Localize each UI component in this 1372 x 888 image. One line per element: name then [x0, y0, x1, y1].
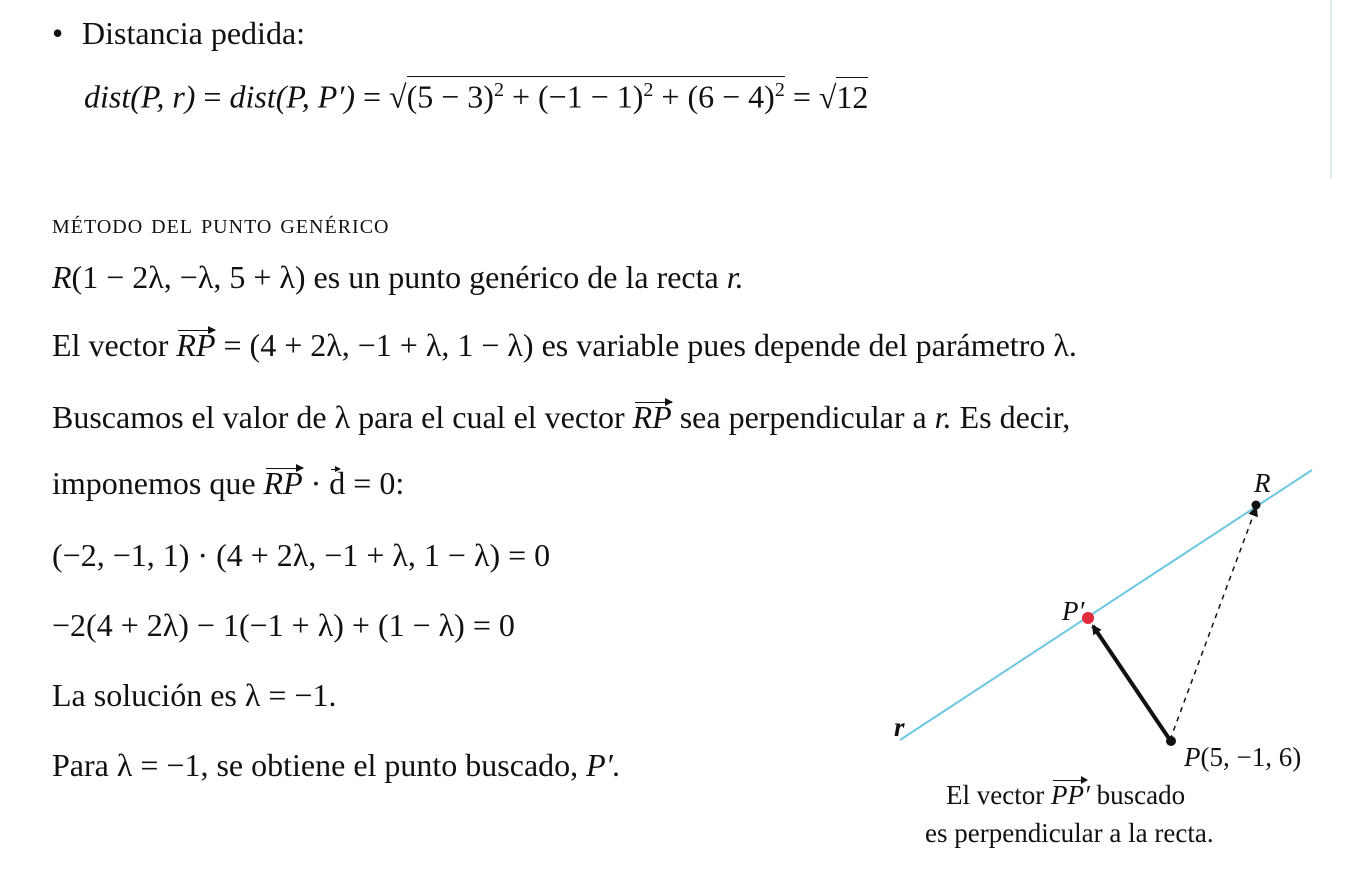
eq-dist-2: dist [229, 78, 276, 115]
bullet-distancia [52, 16, 305, 51]
caption-text-b: buscado [1089, 780, 1186, 810]
caption-vector-PPprime: PP′ [1050, 780, 1090, 810]
l4-vector-d: d [329, 465, 346, 501]
point-P [1166, 736, 1176, 746]
eq-dist-2-args: (P, P′) [275, 78, 355, 115]
text-line-6: −2(4 + 2λ) − 1(−1 + λ) + (1 − λ) = 0 [52, 607, 515, 643]
l3-vector-RP: RP [632, 399, 672, 435]
line-r [900, 470, 1312, 740]
label-r: r [894, 712, 905, 742]
text-line-7 [52, 678, 336, 713]
bullet-marker: • [52, 15, 64, 51]
right-margin-rule [1330, 0, 1332, 178]
text-line-5: (−2, −1, 1) · (4 + 2λ, −1 + λ, 1 − λ) = 0 [52, 537, 551, 573]
sqrt-term-1: (5 − 3) [406, 78, 494, 115]
l8-Pprime: P′. [586, 747, 621, 783]
l2-text-b: = (4 + 2λ, −1 + λ, 1 − λ) es variable pues depende del parámetro λ. [215, 327, 1077, 363]
l1-text: es un punto genérico de la recta [305, 259, 727, 295]
vector-PR-dashed [1170, 508, 1256, 740]
text-line-3 [52, 400, 1070, 435]
point-R [1252, 501, 1261, 510]
sqrt-term-2: (−1 − 1) [538, 78, 644, 115]
sqrt-result: √12 [818, 78, 869, 115]
l1-r: r. [726, 259, 744, 295]
bullet-label: Distancia pedida: [82, 15, 306, 51]
label-P-letter: P [1184, 742, 1201, 772]
exp-3: 2 [774, 79, 785, 101]
l1-R: R [52, 259, 72, 295]
exp-2: 2 [643, 79, 654, 101]
l3-r: r. [934, 399, 952, 435]
sqrt-result-value: 12 [836, 78, 869, 115]
caption-line-1 [946, 780, 1185, 811]
exp-1: 2 [493, 79, 504, 101]
distance-equation [84, 76, 868, 115]
l7-text-a: La solución es [52, 677, 245, 713]
text-line-2 [52, 328, 1077, 363]
perpendicular-figure [880, 450, 1350, 870]
l4-vector-RP: RP [263, 465, 303, 501]
caption-line-2: es perpendicular a la recta. [925, 818, 1214, 848]
eq-dist-1-args: (P, r) [130, 78, 196, 115]
eq-equals-1: = [195, 78, 230, 115]
eq-equals-2: = [354, 78, 390, 115]
l4-text-c: = 0: [345, 465, 405, 501]
l8-text-a: Para λ = −1, se obtiene el punto buscado, [52, 747, 587, 783]
label-P-coords: (5, −1, 6) [1200, 742, 1302, 772]
vector-PPprime [1093, 626, 1170, 740]
label-P [1184, 742, 1301, 773]
text-line-8 [52, 748, 621, 783]
l2-vector-RP: RP [176, 327, 216, 363]
section-heading: método del punto genérico [52, 209, 390, 240]
l2-text-a: El vector [52, 327, 177, 363]
l3-text-b: sea perpendicular a [671, 399, 935, 435]
label-Pprime: P′ [1062, 596, 1085, 626]
eq-equals-3: = [784, 78, 819, 115]
text-line-4 [52, 466, 404, 501]
caption-text-a: El vector [946, 780, 1051, 810]
label-R: R [1254, 468, 1271, 498]
l1-coords: (1 − 2λ, −λ, 5 + λ) [71, 259, 306, 295]
l7-text-b: λ = −1. [244, 677, 337, 713]
l4-text-a: imponemos que [52, 465, 264, 501]
eq-dist-1: dist [84, 78, 131, 115]
l4-dot: · [302, 465, 330, 501]
l3-text-a: Buscamos el valor de λ para el cual el vector [52, 399, 633, 435]
sqrt-expression: $√(5 - 3)^2 + (-1 - 1)^2 + (6 - 4)^2$ [389, 76, 785, 115]
sqrt-term-3: (6 − 4) [687, 78, 775, 115]
l3-text-d: Es decir, [951, 399, 1071, 435]
text-line-1 [52, 260, 744, 295]
